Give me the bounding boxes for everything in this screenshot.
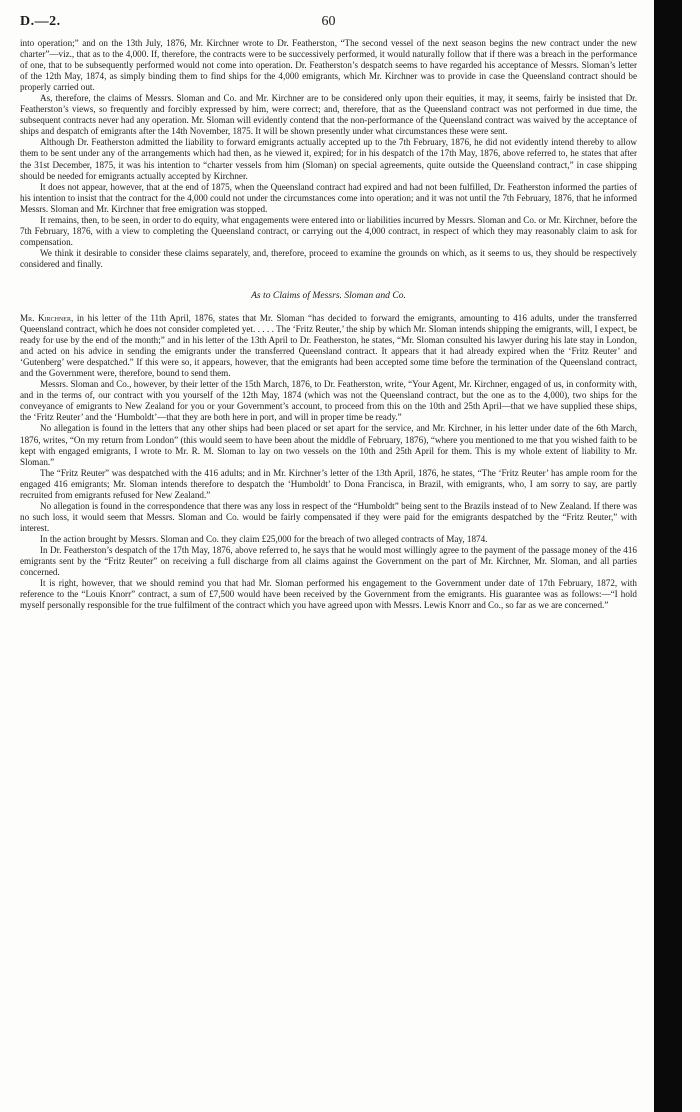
paragraph: It does not appear, however, that at the end of 1875, when the Queensland contract had expired and had not been fulfilled, Dr. Featherston informed the parties of his intention to insist that the contract for the 4,000 could not under the circumstances come into operation; and it was not until the 7th February, 1876, that he informed Messrs. Sloman and Mr. Kirchner that free emigration was stopped.: [20, 181, 637, 214]
paragraph-text: , in his letter of the 11th April, 1876, states that Mr. Sloman “has decided to forward the emigrants, amounting to 416 adults, under the transferred Queensland contract, which he does not consider completed yet. . . . . The ‘Fritz Reuter,’ the ship by which Mr. Sloman intends shipping the emigrants, will, I expect, be ready for use by the end of the month;” and in his letter of the 13th April to Dr. Featherston, he states, “Mr. Sloman consulted his lawyer during his late stay in London, and acted on his advice in sending the emigrants under the transferred Queensland contract. It appears that it had already expired when the ‘Fritz Reuter’ and ‘Gutenberg’ were despatched.” If this were so, it appears, however, that the emigrants had been accepted some time before the termination of the Queensland contract, and the Government were, therefore, bound to send them.: [20, 312, 637, 379]
page-number: 60: [321, 14, 336, 29]
lead-name: Mr. Kirchner: [20, 312, 71, 323]
paragraph: No allegation is found in the correspondence that there was any loss in respect of the “Humboldt” being sent to the Brazils instead of to New Zealand. If there was no such loss, it would seem that Messrs. Sloman and Co. would be fairly compensated if they were paid for the emigrants despatched by the “Fritz Reuter,” with interest.: [20, 500, 637, 533]
paragraph: As, therefore, the claims of Messrs. Sloman and Co. and Mr. Kirchner are to be considered only upon their equities, it may, it seems, fairly be insisted that Dr. Featherston’s views, so frequently and forcibly expressed by him, were correct; and, therefore, that as the Queensland contract was not performed in due time, the subsequent contracts never had any operation. Mr. Sloman will evidently contend that the non-performance of the Queensland contract was waived by the acceptance of ships and despatch of emigrants after the 14th November, 1875. It will be shown presently under what circumstances these were sent.: [20, 93, 637, 137]
paragraph: The “Fritz Reuter” was despatched with the 416 adults; and in Mr. Kirchner’s letter of the 13th April, 1876, he states, “The ‘Fritz Reuter’ has ample room for the engaged 416 emigrants; Mr. Sloman intends therefore to despatch the ‘Humboldt’ to Dona Francisca, in Brazil, with emigrants, who, I am sorry to say, are partly recruited from emigrants refused for New Zealand.”: [20, 467, 637, 500]
paragraph: It remains, then, to be seen, in order to do equity, what engagements were entered into or liabilities incurred by Messrs. Sloman and Co. or Mr. Kirchner, before the 7th February, 1876, with a view to completing the Queensland contract, or carrying out the 4,000 contract, in respect of which they may reasonably claim to ask for compensation.: [20, 214, 637, 247]
document-page: [20, 12, 637, 611]
paragraph: In Dr. Featherston’s despatch of the 17th May, 1876, above referred to, he says that he would most willingly agree to the payment of the passage money of the 416 emigrants sent by the “Fritz Reuter” on receiving a full discharge from all claims against the Government on the part of Mr. Kirchner, Mr. Sloman, and all parties concerned.: [20, 544, 637, 578]
paragraph: We think it desirable to consider these claims separately, and, therefore, proceed to examine the grounds on which, as it seems to us, they should be respectively considered and finally.: [20, 247, 637, 269]
paragraph: In the action brought by Messrs. Sloman and Co. they claim £25,000 for the breach of two alleged contracts of May, 1874.: [40, 533, 488, 544]
paragraph: into operation;” and on the 13th July, 1876, Mr. Kirchner wrote to Dr. Featherston, “The second vessel of the next season begins the new contract under the new charter”—viz., that as to the 4,000. If, therefore, the contracts were to be successively performed, it would naturally follow that if there was a breach in the performance of one, that to be subsequently performed would not come into operation. Dr. Featherston’s despatch seems to have regarded his acceptance of Messrs. Sloman’s letter of the 12th May, 1874, as simply binding them to find ships for the 4,000 emigrants, which Mr. Kirchner was to provide in case the Queensland contract should be properly carried out.: [20, 38, 637, 93]
paragraph: Although Dr. Featherston admitted the liability to forward emigrants actually accepted up to the 7th February, 1876, he did not evidently intend thereby to allow them to be sent under any of the arrangements which had then, as he viewed it, expired; for in his despatch of the 17th May, 1876, above referred to, he states that after the 31st December, 1875, it was his intention to “charter vessels from him (Sloman) on special agreements, quite outside the Queensland contract,” in case shipping should be needed for emigrants actually accepted by Kirchner.: [20, 137, 637, 181]
scan-edge-bar: [654, 0, 682, 1112]
body-text-bottom: [20, 313, 637, 611]
body-text-top: [20, 38, 637, 270]
page-header: [20, 12, 637, 38]
document-reference: D.—2.: [20, 14, 61, 29]
paragraph: No allegation is found in the letters that any other ships had been placed or set apart for the service, and Mr. Kirchner, in his letter under date of the 6th March, 1876, writes, “On my return from London” (this would seem to have been about the middle of February, 1876), “where you mentioned to me that you wished faith to be kept with engaged emigrants, I wrote to Mr. R. M. Sloman to lay on two vessels on the 10th and 25th April for them. This is my whole extent of liability to Mr. Sloman.”: [20, 423, 637, 467]
paragraph: [20, 313, 637, 379]
section-heading: As to Claims of Messrs. Sloman and Co.: [251, 289, 406, 301]
paragraph: It is right, however, that we should remind you that had Mr. Sloman performed his engagement to the Government under date of 17th February, 1872, with reference to the “Louis Knorr” contract, a sum of £7,500 would have been received by the Government from the emigrants. His guarantee was as follows:—“I hold myself personally responsible for the true fulfilment of the contract which you have agreed upon with Messrs. Lewis Knorr and Co., so far as we are concerned.”: [20, 578, 637, 611]
paragraph: Messrs. Sloman and Co., however, by their letter of the 15th March, 1876, to Dr. Featherston, write, “Your Agent, Mr. Kirchner, engaged of us, in conformity with, and in the terms of, our contract with you yourself of the 12th May, 1874 (which was not the Queensland contract, but the one as to the 4,000), two ships for the conveyance of emigrants to New Zealand for you or your Government’s account, to proceed from this on the 10th and 25th April—that we have supplied these ships, the ‘Fritz Reuter’ and the ‘Humboldt’—that they are both here in port, and will in proper time be ready.”: [20, 379, 637, 423]
